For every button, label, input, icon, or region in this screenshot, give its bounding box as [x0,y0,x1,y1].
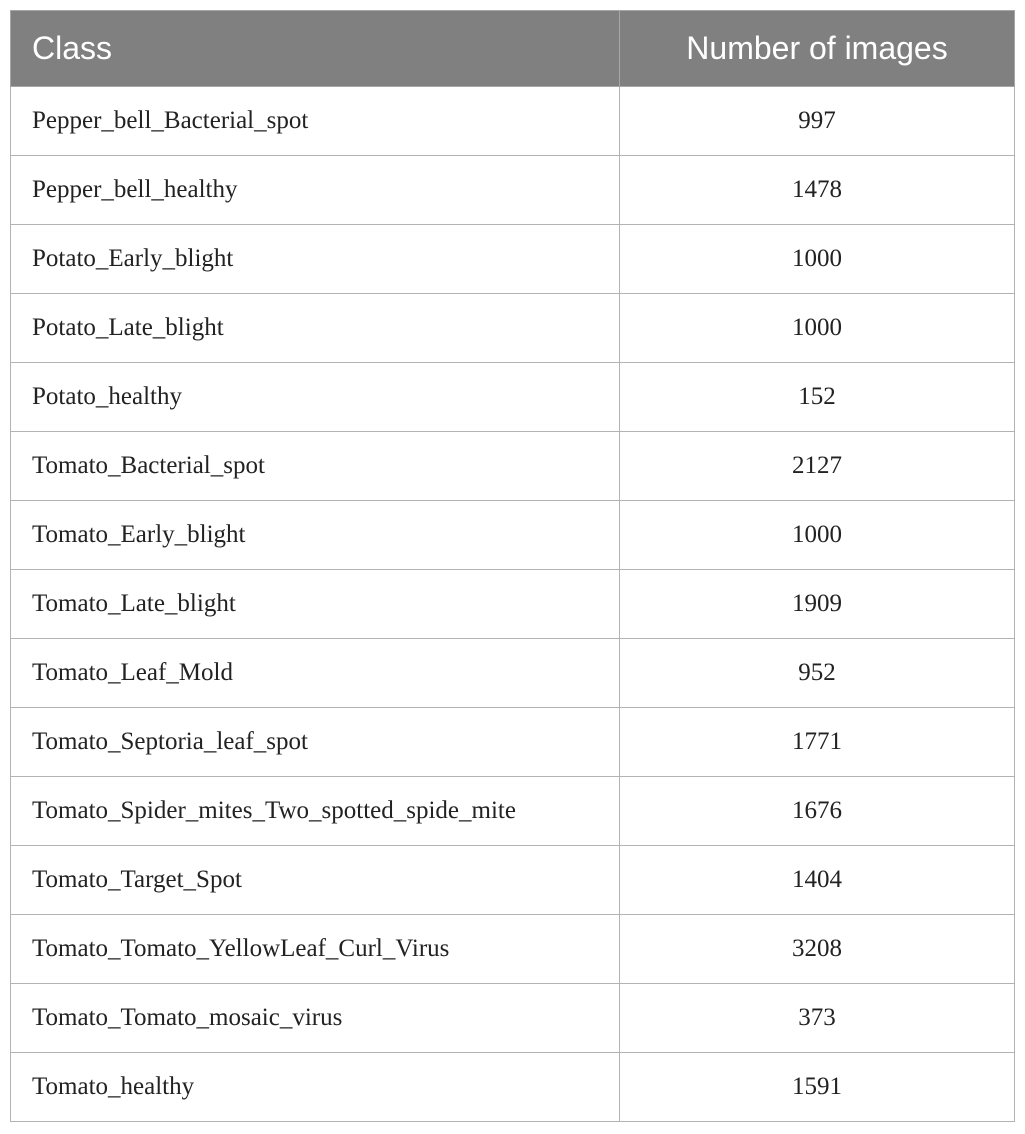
count-cell: 1000 [620,501,1015,570]
class-cell: Tomato_healthy [11,1053,620,1122]
table-row [11,87,1015,156]
table-row [11,708,1015,777]
count-cell: 1000 [620,225,1015,294]
dataset-table-container [10,10,1014,1122]
table-row [11,225,1015,294]
class-cell: Potato_Late_blight [11,294,620,363]
count-cell: 1909 [620,570,1015,639]
class-cell: Tomato_Target_Spot [11,846,620,915]
table-row [11,156,1015,225]
count-cell: 373 [620,984,1015,1053]
count-cell: 1000 [620,294,1015,363]
table-row [11,294,1015,363]
column-header-class: Class [11,11,620,87]
table-row [11,915,1015,984]
class-cell: Potato_Early_blight [11,225,620,294]
count-cell: 1771 [620,708,1015,777]
column-header-count: Number of images [620,11,1015,87]
table-row [11,501,1015,570]
dataset-class-table [10,10,1015,1122]
table-row [11,846,1015,915]
class-cell: Tomato_Bacterial_spot [11,432,620,501]
table-body [11,87,1015,1122]
table-row [11,432,1015,501]
table-header [11,11,1015,87]
class-cell: Tomato_Late_blight [11,570,620,639]
class-cell: Tomato_Early_blight [11,501,620,570]
count-cell: 1591 [620,1053,1015,1122]
count-cell: 1404 [620,846,1015,915]
table-row [11,570,1015,639]
class-cell: Tomato_Leaf_Mold [11,639,620,708]
table-row [11,639,1015,708]
class-cell: Tomato_Septoria_leaf_spot [11,708,620,777]
class-cell: Tomato_Spider_mites_Two_spotted_spide_mite [11,777,620,846]
count-cell: 952 [620,639,1015,708]
class-cell: Tomato_Tomato_mosaic_virus [11,984,620,1053]
count-cell: 997 [620,87,1015,156]
count-cell: 3208 [620,915,1015,984]
class-cell: Potato_healthy [11,363,620,432]
count-cell: 1676 [620,777,1015,846]
count-cell: 2127 [620,432,1015,501]
header-row [11,11,1015,87]
class-cell: Pepper_bell_Bacterial_spot [11,87,620,156]
class-cell: Pepper_bell_healthy [11,156,620,225]
count-cell: 1478 [620,156,1015,225]
table-row [11,777,1015,846]
table-row [11,984,1015,1053]
class-cell: Tomato_Tomato_YellowLeaf_Curl_Virus [11,915,620,984]
count-cell: 152 [620,363,1015,432]
table-row [11,363,1015,432]
table-row [11,1053,1015,1122]
